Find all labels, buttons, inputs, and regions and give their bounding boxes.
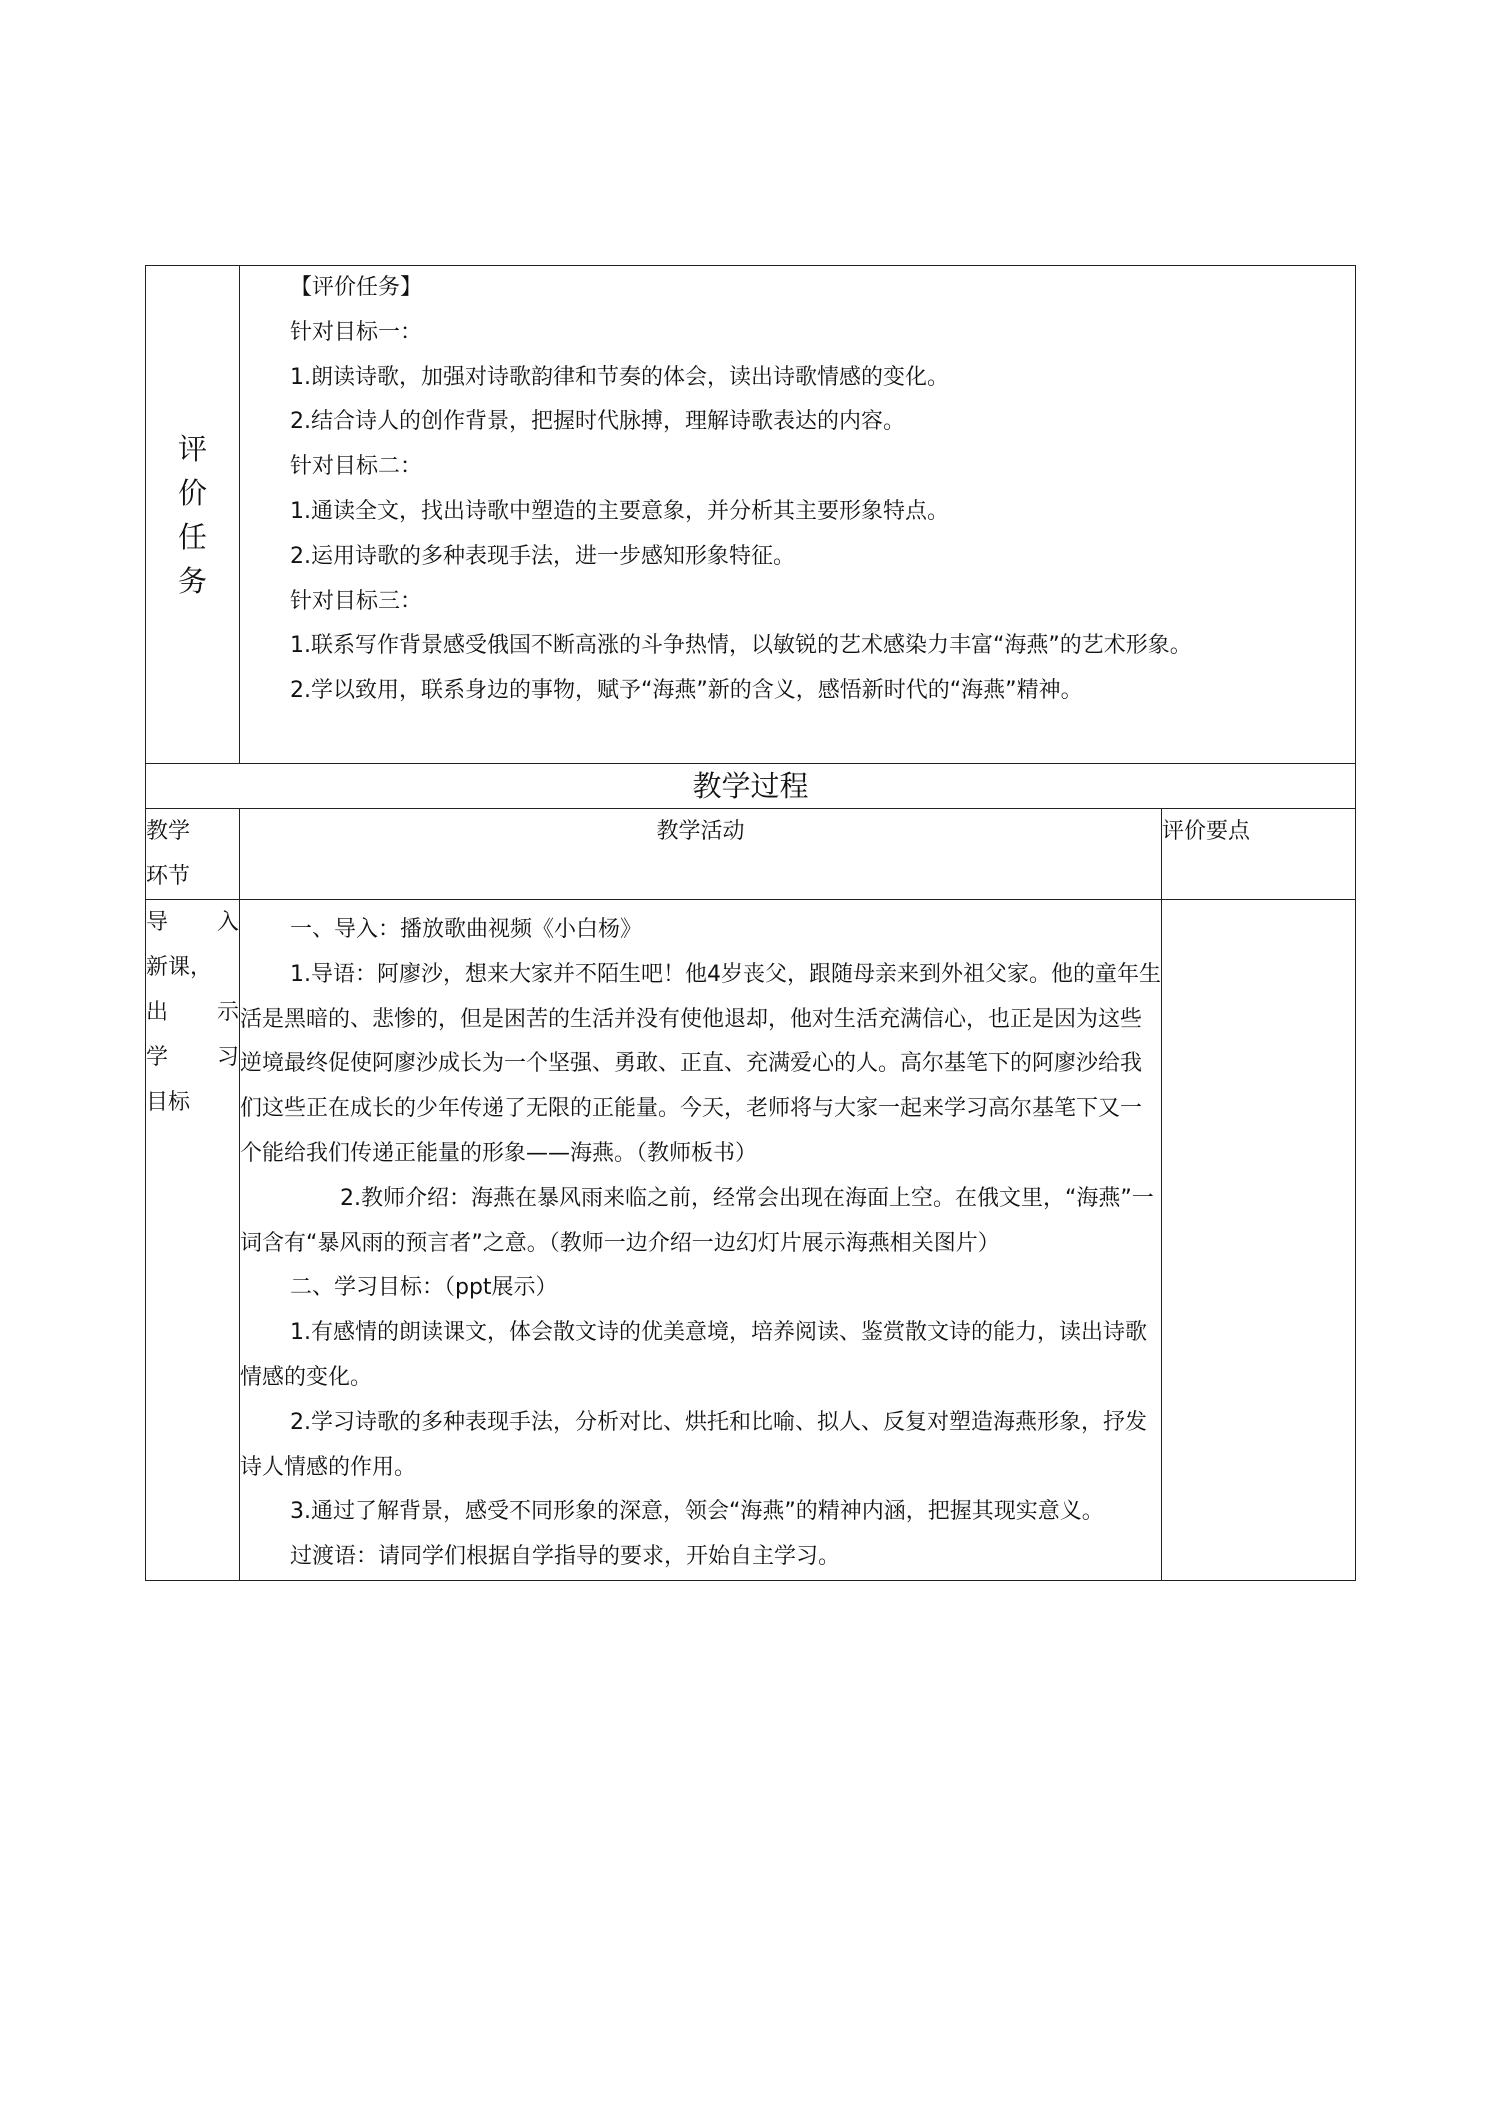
eval-task-label [146,266,240,764]
activity-paragraph: 一、导入：播放歌曲视频《小白杨》 [290,917,643,942]
stage-line: 出 示 [146,1000,239,1025]
lesson-plan-table [145,265,1356,1581]
section-title: 教学过程 [146,764,1356,809]
process-title-row [146,764,1356,809]
eval-task-line: 针对目标三： [290,588,423,614]
eval-task-label-char: 务 [177,563,207,598]
stage-line: 目标 [146,1090,191,1115]
eval-task-line: 针对目标一： [290,319,423,345]
eval-task-label-char: 价 [177,475,207,510]
eval-task-line: 针对目标二： [290,454,423,480]
eval-task-label-char: 评 [177,431,207,466]
eval-task-content [240,266,1356,764]
activity-paragraph: 2.教师介绍：海燕在暴风雨来临之前，经常会出现在海面上空。在俄文里，“海燕”一词含有“暴风雨的预言者”之意。（教师一边介绍一边幻灯片展示海燕相关图片） [240,1185,1154,1256]
evaluation-cell [1162,900,1356,1581]
stage-line: 新课， [146,955,213,980]
header-stage-line: 教学 [146,819,191,844]
stage-line: 学 习 [146,1045,239,1070]
eval-task-line: 【评价任务】 [290,275,423,300]
eval-task-label-char: 任 [177,519,207,554]
process-header-row [146,809,1356,900]
activity-paragraphs [240,908,1161,1580]
eval-task-lines [240,266,1355,714]
eval-task-line: 1.联系写作背景感受俄国不断高涨的斗争热情，以敏锐的艺术感染力丰富“海燕”的艺术形象。 [290,633,1192,659]
eval-task-line: 2.运用诗歌的多种表现手法，进一步感知形象特征。 [290,543,795,569]
eval-task-line: 2.学以致用，联系身边的事物，赋予“海燕”新的含义，感悟新时代的“海燕”精神。 [290,678,1083,704]
activity-paragraph: 1.导语：阿廖沙，想来大家并不陌生吧！他4岁丧父，跟随母亲来到外祖父家。他的童年生活是黑暗的、悲惨的，但是困苦的生活并没有使他退却，他对生活充满信心，也正是因为这些逆境最终促使阿廖沙成长为一个坚强、勇敢、正直、充满爱心的人。高尔基笔下的阿廖沙给我们这些正在成长的少年传递了无限的正能量。今天，老师将与大家一起来学习高尔基笔下又一个能给我们传递正能量的形象——海燕。（教师板书） [240,961,1161,1166]
header-stage-line: 环节 [146,864,191,889]
activity-paragraph: 二、学习目标：（ppt展示） [290,1275,558,1301]
eval-task-line: 1.朗读诗歌，加强对诗歌韵律和节奏的体会，读出诗歌情感的变化。 [290,364,949,390]
activity-paragraph: 3.通过了解背景，感受不同形象的深意，领会“海燕”的精神内涵，把握其现实意义。 [290,1499,1104,1525]
activity-paragraph: 1.有感情的朗读课文，体会散文诗的优美意境，培养阅读、鉴赏散文诗的能力，读出诗歌情感的变化。 [240,1320,1147,1390]
eval-task-line: 2.结合诗人的创作背景，把握时代脉搏，理解诗歌表达的内容。 [290,409,905,435]
activity-paragraph: 2.学习诗歌的多种表现手法，分析对比、烘托和比喻、拟人、反复对塑造海燕形象，抒发诗人情感的作用。 [240,1409,1147,1480]
header-stage [146,809,240,900]
stage-line: 导 入 [146,910,239,935]
eval-task-row [146,266,1356,764]
stage-cell [146,900,240,1581]
process-body-row [146,900,1356,1581]
header-activity: 教学活动 [240,809,1162,900]
eval-task-line: 1.通读全文，找出诗歌中塑造的主要意象，并分析其主要形象特点。 [290,498,949,524]
header-evaluation: 评价要点 [1162,809,1356,900]
activity-cell [240,900,1162,1581]
activity-paragraph: 过渡语：请同学们根据自学指导的要求，开始自主学习。 [290,1544,841,1570]
